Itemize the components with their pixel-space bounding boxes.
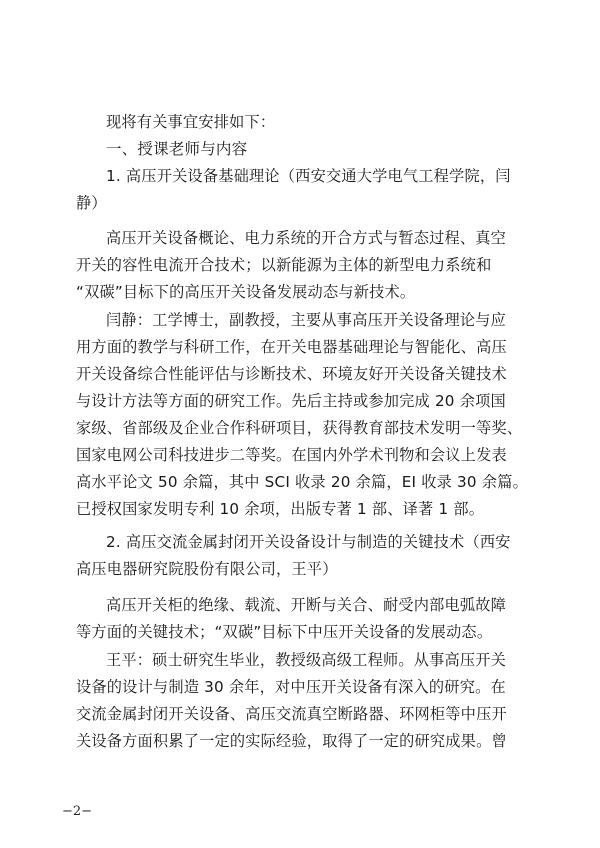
teacher-1-bio-line: 与设计方法等方面的研究工作。先后主持或参加完成 20 余项国 bbox=[76, 392, 506, 410]
teacher-1-bio: 闫静：工学博士，副教授，主要从事高压开关设备理论与应 bbox=[106, 311, 507, 329]
teacher-2-bio-line: 设备的设计与制造 30 余年，对中压开关设备有深入的研究。在 bbox=[76, 678, 506, 696]
course-2-title: 2. 高压交流金属封闭开关设备设计与制造的关键技术（西安 bbox=[106, 533, 511, 551]
page-number: −2− bbox=[62, 804, 93, 819]
teacher-1-bio-line: 开关设备综合性能评估与诊断技术、环境友好开关设备关键技术 bbox=[76, 365, 507, 383]
teacher-2-bio-line: 交流金属封闭开关设备、高压交流真空断路器、环网柜等中压开 bbox=[76, 705, 507, 723]
intro-line: 现将有关事宜安排如下： bbox=[106, 113, 276, 131]
course-2-content-line: 等方面的关键技术；“双碳”目标下中压开关设备的发展动态。 bbox=[76, 623, 493, 641]
teacher-1-bio-line: 国家电网公司科技进步二等奖。在国内外学术刊物和会议上发表 bbox=[76, 446, 507, 464]
course-1-title: 1. 高压开关设备基础理论（西安交通大学电气工程学院，闫 bbox=[106, 167, 511, 185]
teacher-1-bio-line: 高水平论文 50 余篇，其中 SCI 收录 20 余篇，EI 收录 30 余篇。 bbox=[76, 473, 528, 491]
course-1-content-line: “双碳”目标下的高压开关设备发展动态与新技术。 bbox=[76, 283, 416, 301]
teacher-1-bio-line: 已授权国家发明专利 10 余项，出版专著 1 部、译著 1 部。 bbox=[76, 500, 485, 518]
course-1-title-cont: 静） bbox=[76, 194, 107, 212]
course-1-content-line: 开关的容性电流开合技术；以新能源为主体的新型电力系统和 bbox=[76, 256, 492, 274]
teacher-1-bio-line: 家级、省部级及企业合作科研项目，获得教育部技术发明一等奖、 bbox=[76, 419, 523, 437]
course-1-content: 高压开关设备概论、电力系统的开合方式与暂态过程、真空 bbox=[106, 229, 507, 247]
section-heading: 一、授课老师与内容 bbox=[106, 140, 248, 158]
teacher-2-bio: 王平：硕士研究生毕业，教授级高级工程师。从事高压开关 bbox=[106, 651, 507, 669]
teacher-1-bio-line: 用方面的教学与科研工作，在开关电器基础理论与智能化、高压 bbox=[76, 338, 507, 356]
course-2-title-cont: 高压电器研究院股份有限公司，王平） bbox=[76, 560, 338, 578]
teacher-2-bio-line: 关设备方面积累了一定的实际经验，取得了一定的研究成果。曾 bbox=[76, 732, 507, 750]
course-2-content: 高压开关柜的绝缘、载流、开断与关合、耐受内部电弧故障 bbox=[106, 596, 507, 614]
